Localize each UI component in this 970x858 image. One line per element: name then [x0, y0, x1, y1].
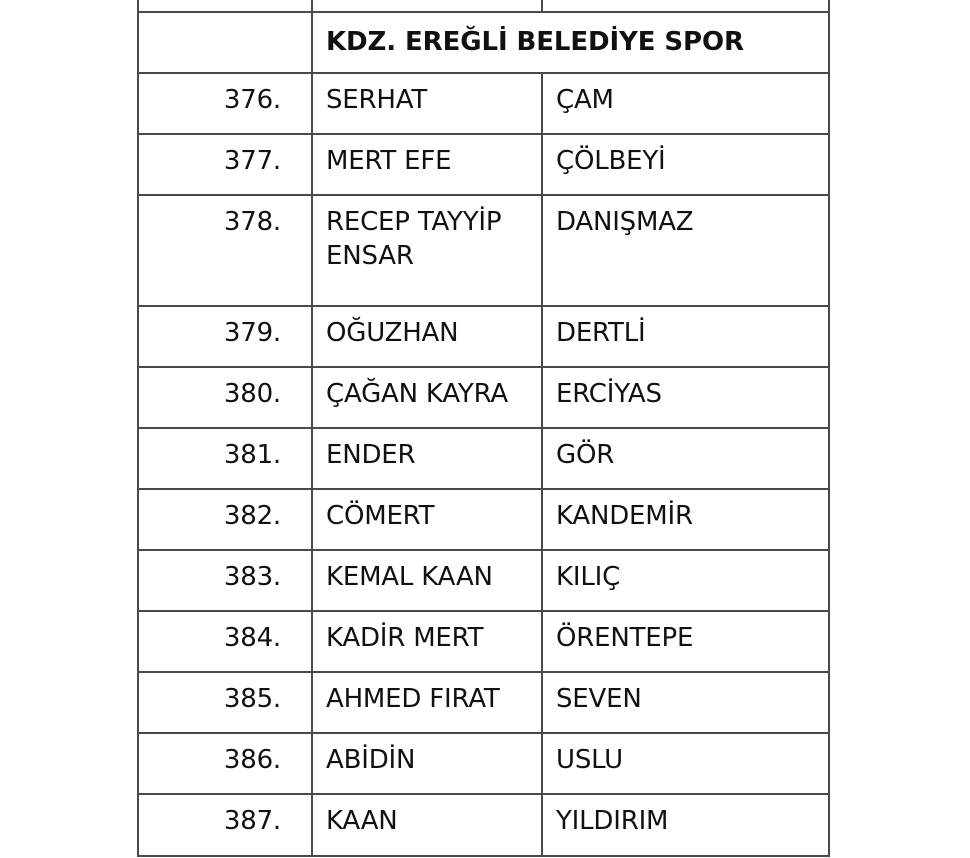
player-first-name: KAAN [326, 806, 398, 836]
table-row [138, 733, 829, 794]
player-last-name: USLU [556, 745, 623, 775]
team-header-row [138, 12, 829, 73]
player-last-name: DANIŞMAZ [556, 207, 694, 237]
player-last-name: YILDIRIM [556, 806, 669, 836]
player-last-name: KILIÇ [556, 562, 621, 592]
table-row [138, 794, 829, 856]
player-number: 377. [223, 146, 281, 176]
player-first-name: KADİR MERT [326, 623, 484, 653]
player-number: 380. [223, 379, 281, 409]
player-last-name: ÇÖLBEYİ [556, 146, 666, 176]
table-row [138, 428, 829, 489]
player-number: 376. [223, 85, 281, 115]
player-last-name: SEVEN [556, 684, 642, 714]
empty-cell [542, 0, 829, 12]
table-row [138, 550, 829, 611]
player-number: 383. [223, 562, 281, 592]
player-first-name: AHMED FIRAT [326, 684, 500, 714]
player-last-name: ÖRENTEPE [556, 623, 694, 653]
player-first-name: ÇAĞAN KAYRA [326, 379, 508, 409]
player-number: 385. [223, 684, 281, 714]
table-row [138, 134, 829, 195]
table-row [138, 73, 829, 134]
player-last-name: DERTLİ [556, 318, 646, 348]
player-first-name: RECEP TAYYİP ENSAR [326, 207, 502, 271]
player-first-name: OĞUZHAN [326, 318, 459, 348]
previous-row-fragment [138, 0, 829, 12]
table-row [138, 195, 829, 306]
table-row [138, 306, 829, 367]
table-row [138, 489, 829, 550]
table-row [138, 611, 829, 672]
player-number: 378. [223, 207, 281, 237]
player-first-name: MERT EFE [326, 146, 452, 176]
empty-cell [138, 12, 312, 73]
player-number: 387. [223, 806, 281, 836]
table-row [138, 672, 829, 733]
player-number: 381. [223, 440, 281, 470]
table-row [138, 367, 829, 428]
player-last-name: KANDEMİR [556, 501, 693, 531]
player-first-name: KEMAL KAAN [326, 562, 493, 592]
team-name: KDZ. EREĞLİ BELEDİYE SPOR [326, 27, 744, 57]
player-roster-table [137, 0, 830, 857]
player-number: 382. [223, 501, 281, 531]
player-last-name: ERCİYAS [556, 379, 662, 409]
player-first-name: SERHAT [326, 85, 427, 115]
player-number: 384. [223, 623, 281, 653]
team-name-cell [312, 12, 829, 73]
player-first-name: CÖMERT [326, 501, 435, 531]
player-first-name: ABİDİN [326, 745, 416, 775]
empty-cell [312, 0, 542, 12]
empty-cell [138, 0, 312, 12]
player-last-name: GÖR [556, 440, 615, 470]
player-last-name: ÇAM [556, 85, 614, 115]
player-first-name: ENDER [326, 440, 416, 470]
player-number: 386. [223, 745, 281, 775]
player-number: 379. [223, 318, 281, 348]
